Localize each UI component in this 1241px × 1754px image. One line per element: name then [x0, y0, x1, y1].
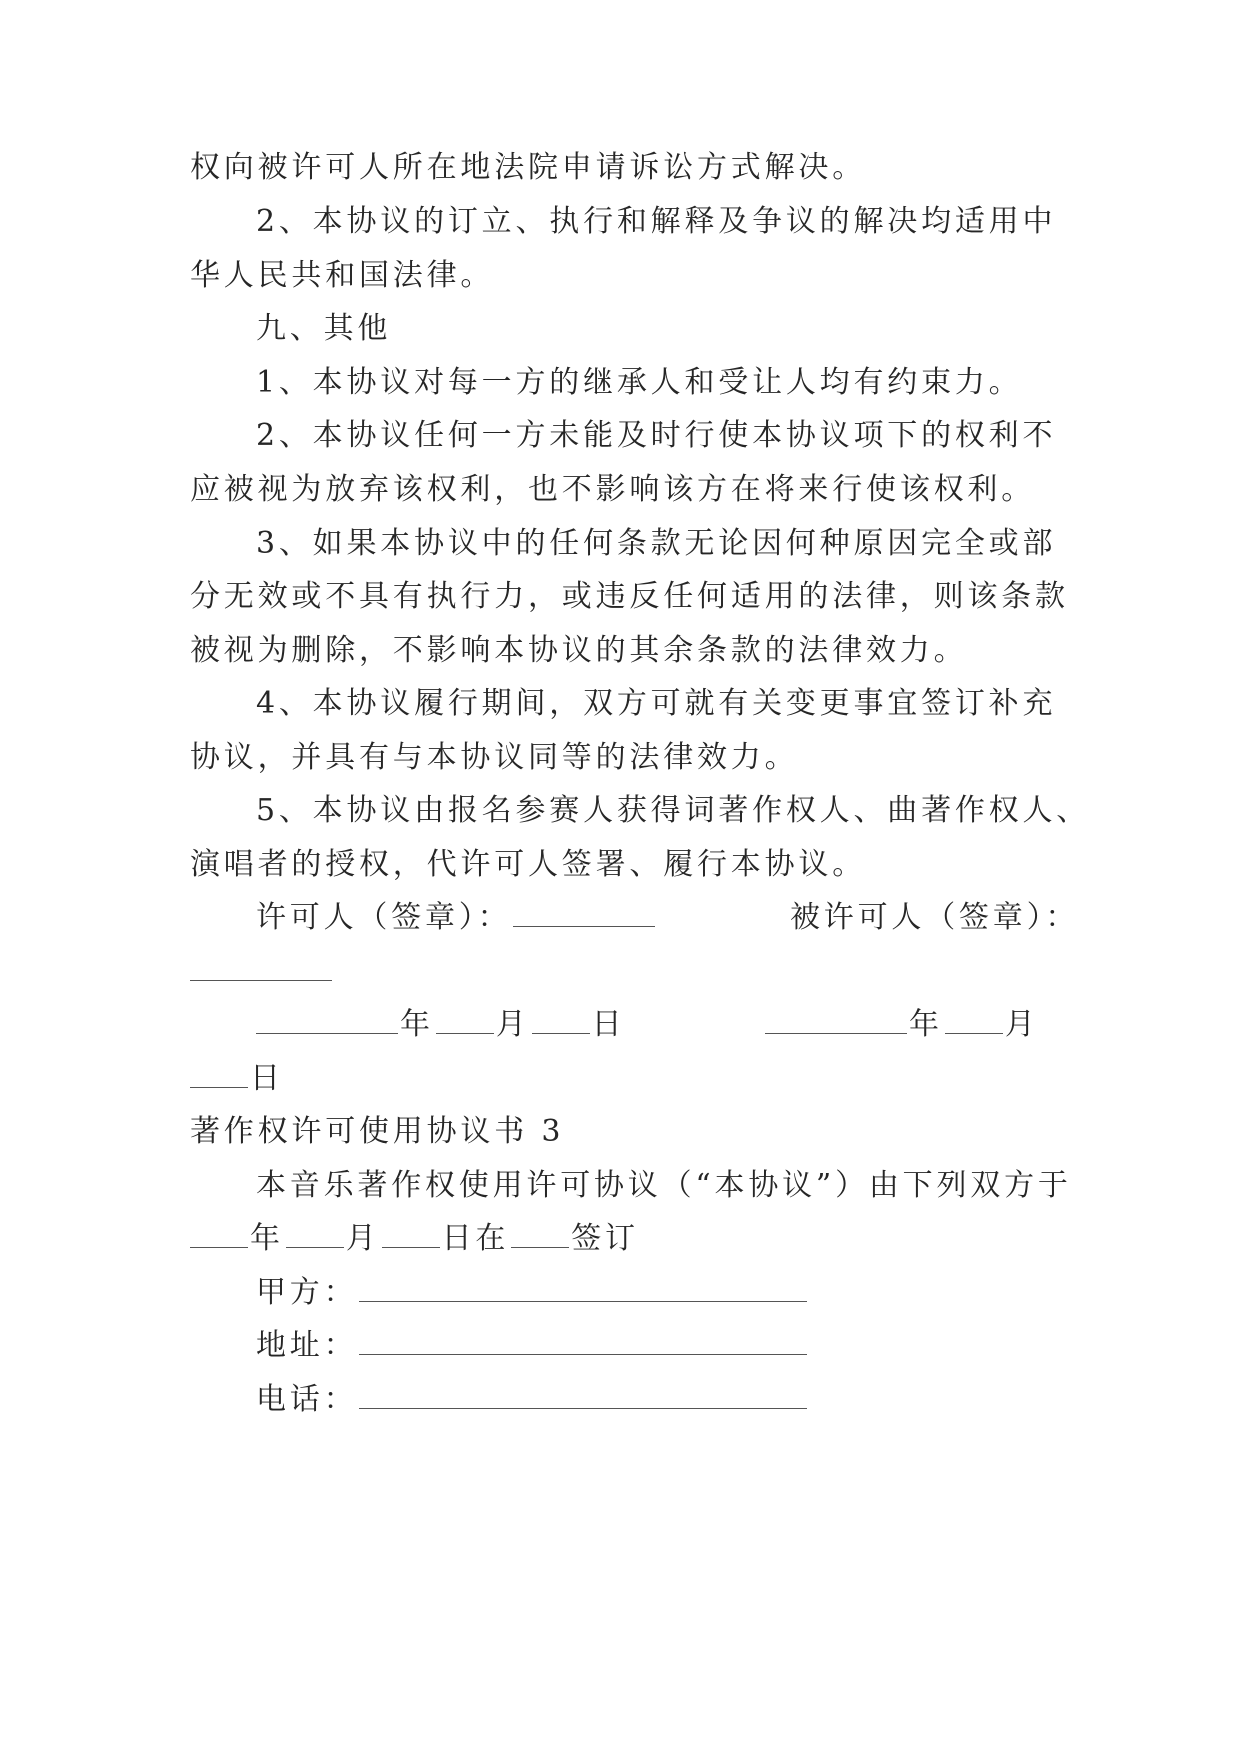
year-blank — [765, 1032, 907, 1034]
day-label: 日 — [250, 1061, 284, 1096]
paragraph-line: 2、本协议任何一方未能及时行使本协议项下的权利不 — [256, 418, 1057, 453]
party-a-row — [256, 1273, 809, 1313]
paragraph-line: 权向被许可人所在地法院申请诉讼方式解决。 — [190, 150, 866, 185]
phone-row — [256, 1380, 809, 1420]
paragraph-line: 华人民共和国法律。 — [190, 258, 495, 293]
section-heading: 九、其他 — [256, 311, 392, 346]
month-blank — [286, 1246, 344, 1248]
paragraph-line: 4、本协议履行期间，双方可就有关变更事宜签订补充 — [256, 686, 1057, 721]
phone-label: 电话： — [256, 1382, 358, 1417]
paragraph-line: 被视为删除，不影响本协议的其余条款的法律效力。 — [190, 633, 968, 668]
address-row — [256, 1326, 809, 1366]
month-label: 月 — [1004, 1007, 1039, 1042]
licensor-label: 许可人（签章）： — [256, 900, 512, 935]
year-blank — [256, 1032, 398, 1034]
licensee-date-row-cont — [190, 1059, 284, 1099]
month-label: 月 — [495, 1007, 530, 1042]
licensee-date-row — [765, 1005, 1039, 1045]
paragraph-line: 3、如果本协议中的任何条款无论因何种原因完全或部 — [256, 526, 1057, 561]
year-label: 年 — [909, 1007, 943, 1042]
month-blank — [436, 1032, 494, 1034]
month-blank — [945, 1032, 1003, 1034]
signature-row — [256, 898, 657, 938]
year-blank — [190, 1246, 248, 1248]
day-blank — [382, 1246, 440, 1248]
signed-label: 签订 — [571, 1221, 639, 1256]
party-a-label: 甲方： — [256, 1275, 358, 1310]
paragraph-line: 5、本协议由报名参赛人获得词著作权人、曲著作权人、 — [256, 793, 1091, 828]
paragraph-line: 分无效或不具有执行力，或违反任何适用的法律，则该条款 — [190, 579, 1069, 614]
licensor-date-row — [256, 1005, 625, 1045]
year-label: 年 — [400, 1007, 434, 1042]
paragraph-line: 2、本协议的订立、执行和解释及争议的解决均适用中 — [256, 204, 1057, 239]
day-blank — [532, 1032, 590, 1034]
paragraph-line: 应被视为放弃该权利，也不影响该方在将来行使该权利。 — [190, 472, 1035, 507]
document-title: 著作权许可使用协议书 3 — [190, 1114, 565, 1149]
licensee-signature-blank — [190, 979, 332, 981]
day-blank — [190, 1086, 248, 1088]
licensor-signature-blank — [513, 925, 655, 927]
party-a-blank — [359, 1300, 807, 1302]
day-location-label: 日在 — [441, 1221, 510, 1256]
year-label: 年 — [250, 1221, 284, 1256]
paragraph-line: 本音乐著作权使用许可协议（“本协议”）由下列双方于 — [256, 1168, 1072, 1203]
phone-blank — [359, 1407, 807, 1409]
day-label: 日 — [591, 1007, 626, 1042]
paragraph-line: 演唱者的授权，代许可人签署、履行本协议。 — [190, 847, 866, 882]
address-label: 地址： — [256, 1328, 358, 1363]
paragraph-line: 1、本协议对每一方的继承人和受让人均有约束力。 — [256, 365, 1023, 400]
location-blank — [511, 1246, 569, 1248]
address-blank — [359, 1353, 807, 1355]
signing-date-row — [190, 1219, 639, 1259]
licensee-label: 被许可人（签章）： — [790, 900, 1080, 935]
month-label: 月 — [345, 1221, 380, 1256]
licensee-signature-row — [190, 952, 334, 992]
paragraph-line: 协议，并具有与本协议同等的法律效力。 — [190, 740, 799, 775]
